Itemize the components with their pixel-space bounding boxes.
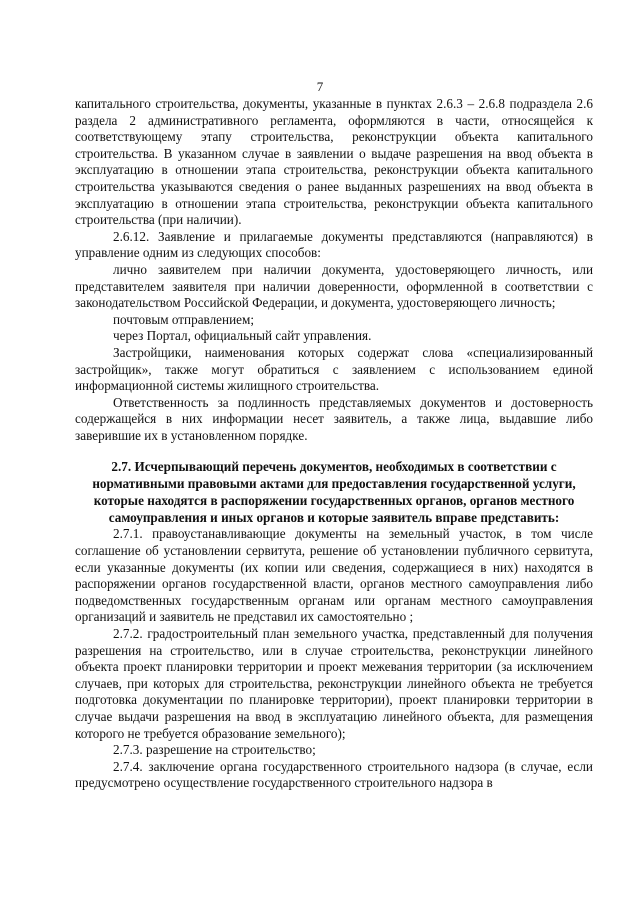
paragraph-2-7-1: 2.7.1. правоустанавливающие документы на земельный участок, в том числе соглашение об установлении сервитута, решение об установлении публичного сервитута, если указанные документы (их копии или сведения, содержащиеся в них) находятся в распоряжении органов государственной власти, органов местного самоуправления либо подведомственных государственным органам или органам местного самоуправления организаций и заявитель не представил их самостоятельно ; [75, 526, 593, 625]
paragraph-developers: Застройщики, наименования которых содержат слова «специализированный застройщик», также могут обратиться с заявлением с использованием единой информационной системы жилищного строительства. [75, 344, 593, 394]
paragraph-2-7-2: 2.7.2. градостроительный план земельного участка, представленный для получения разрешения на строительство, или в случае строительства, реконструкции линейного объекта проект планировки территории и проект межевания территории (за исключением случаев, при которых для строительства, реконструкции линейного объекта не требуется подготовка документации по планировке территории), проект планировки территории в случае выдачи разрешения на ввод в эксплуатацию линейного объекта, для размещения которого не требуется образование земельного); [75, 626, 593, 741]
page-number: 7 [316, 79, 324, 94]
paragraph-method-portal: через Портал, официальный сайт управления. [113, 328, 372, 344]
section-heading-2-7: 2.7. Исчерпывающий перечень документов, необходимых в соответствии с нормативными правовыми актами для предоставления государственной услуги, которые находятся в распоряжении государственных органов, органов местного самоуправления и иных органов и которые заявитель вправе представить: [92, 459, 576, 526]
paragraph-method-in-person: лично заявителем при наличии документа, удостоверяющего личность, или представителем заявителя при наличии доверенности, оформленной в соответствии с законодательством Российской Федерации, и документа, удостоверяющего личность; [75, 261, 593, 311]
paragraph-continuation: капитального строительства, документы, указанные в пунктах 2.6.3 – 2.6.8 подраздела 2.6 раздела 2 административного регламента, оформляются в части, относящейся к соответствующему этапу строительства, реконструкции объекта капитального строительства. В указанном случае в заявлении о выдаче разрешения на ввод объекта в эксплуатацию в отношении этапа строительства, реконструкции объекта капитального строительства указываются сведения о ранее выданных разрешениях на ввод объекта в эксплуатацию в отношении этапа строительства, реконструкции объекта капитального строительства (при наличии). [75, 96, 593, 228]
paragraph-2-7-3: 2.7.3. разрешение на строительство; [113, 742, 316, 758]
paragraph-2-7-4: 2.7.4. заключение органа государственного строительного надзора (в случае, если предусмотрено осуществление государственного строительного надзора в [75, 758, 593, 791]
paragraph-responsibility: Ответственность за подлинность представляемых документов и достоверность содержащейся в них информации несет заявитель, а также лица, выдавшие либо заверившие их в установленном порядке. [75, 394, 593, 443]
document-body [75, 96, 593, 792]
paragraph-method-post: почтовым отправлением; [113, 311, 255, 327]
paragraph-2-6-12: 2.6.12. Заявление и прилагаемые документы представляются (направляются) в управление одним из следующих способов: [75, 228, 593, 261]
